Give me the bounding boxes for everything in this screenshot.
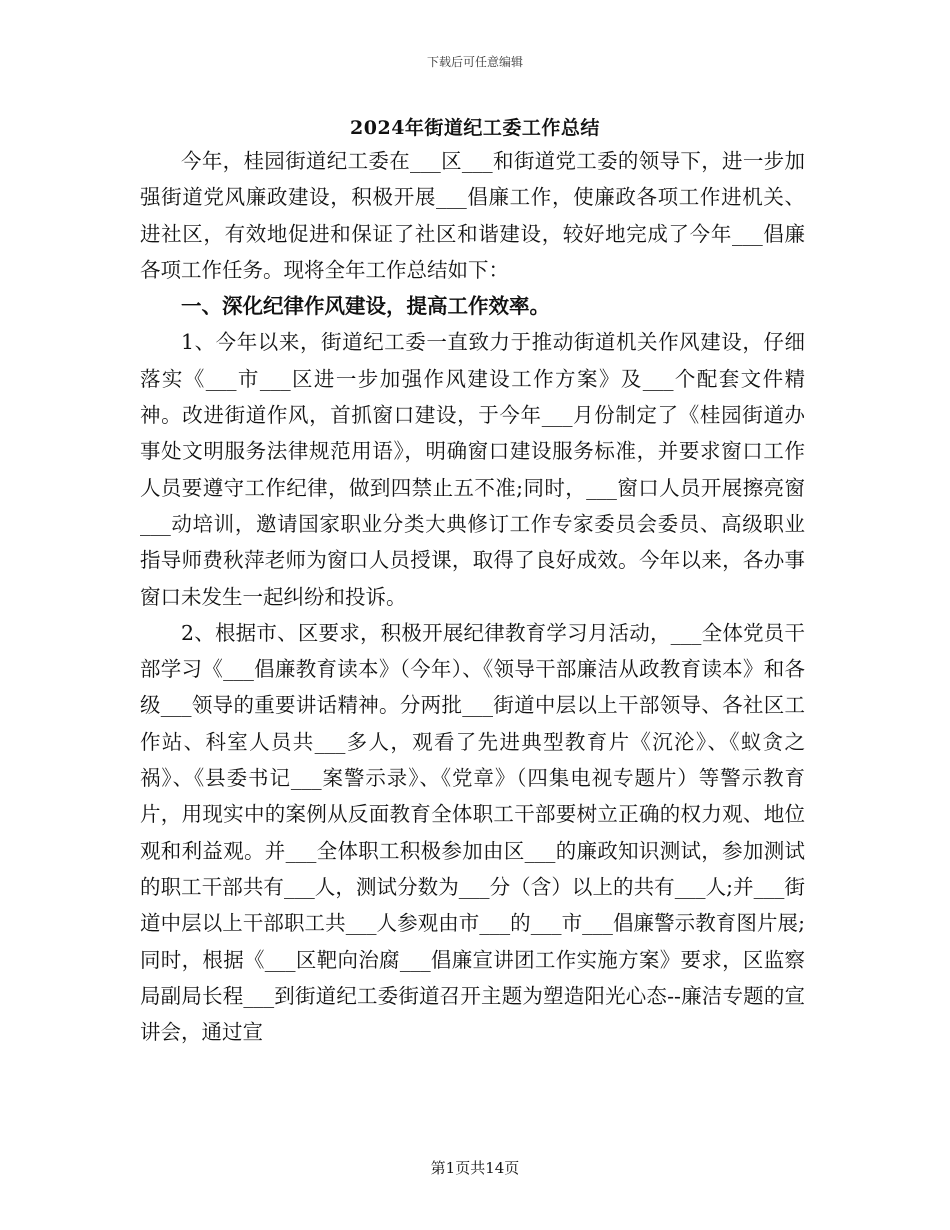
document-body bbox=[140, 143, 805, 1050]
body-paragraph-1: 1、今年以来，街道纪工委一直致力于推动街道机关作风建设，仔细落实《___市___区进一步加强作风建设工作方案》及___个配套文件精神。改进街道作风，首抓窗口建设，于今年___月份制定了《桂园街道办事处文明服务法律规范用语》，明确窗口建设服务标准，并要求窗口工作人员要遵守工作纪律，做到四禁止五不准;同时，___窗口人员开展擦亮窗___动培训，邀请国家职业分类大典修订工作专家委员会委员、高级职业指导师费秋萍老师为窗口人员授课，取得了良好成效。今年以来，各办事窗口未发生一起纠纷和投诉。 bbox=[140, 330, 805, 609]
page-number-footer: 第1页共14页 bbox=[430, 1159, 520, 1177]
header-note: 下载后可任意编辑 bbox=[426, 55, 523, 69]
intro-paragraph: 今年，桂园街道纪工委在___区___和街道党工委的领导下，进一步加强街道党风廉政建设，积极开展___倡廉工作，使廉政各项工作进机关、进社区，有效地促进和保证了社区和谐建设，较好地完成了今年___倡廉各项工作任务。现将全年工作总结如下： bbox=[140, 149, 805, 282]
document-title: 2024年街道纪工委工作总结 bbox=[350, 117, 600, 139]
body-paragraph-2: 2、根据市、区要求，积极开展纪律教育学习月活动，___全体党员干部学习《___倡廉教育读本》（今年）、《领导干部廉洁从政教育读本》和各级___领导的重要讲话精神。分两批___街道中层以上干部领导、各社区工作站、科室人员共___多人，观看了先进典型教育片《沉沦》、《蚁贪之祸》、《县委书记___案警示录》、《党章》（四集电视专题片）等警示教育片，用现实中的案例从反面教育全体职工干部要树立正确的权力观、地位观和利益观。并___全体职工积极参加由区___的廉政知识测试，参加测试的职工干部共有___人，测试分数为___分（含）以上的共有___人;并___街道中层以上干部职工共___人参观由市___的___市___倡廉警示教育图片展;同时，根据《___区靶向治腐___倡廉宣讲团工作实施方案》要求，区监察局副局长程___到街道纪工委街道召开主题为塑造阳光心态--廉洁专题的宣讲会，通过宣 bbox=[140, 620, 805, 1045]
section-heading: 一、深化纪律作风建设，提高工作效率。 bbox=[181, 294, 550, 319]
